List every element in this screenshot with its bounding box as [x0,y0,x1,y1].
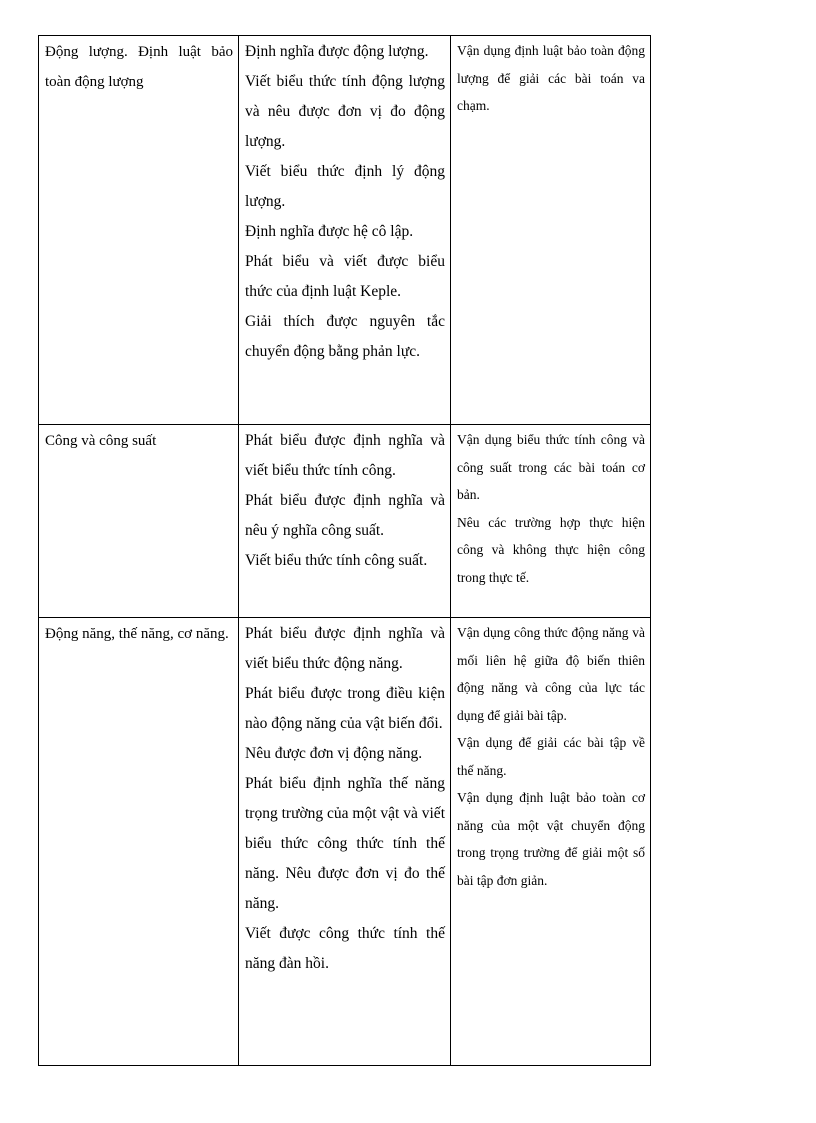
requirement-item: Viết biểu thức tính công suất. [245,552,428,569]
application-item: Vận dụng biểu thức tính công và công suất trong các bài toán cơ bản. [457,432,645,502]
requirements-cell [239,618,451,1066]
applications-cell [451,618,651,1066]
application-item: Vận dụng công thức động năng và mối liên hệ giữa độ biến thiên động năng và công của lực tác dụng để giải bài tập. [457,625,645,723]
topic-text: Công và công suất [45,433,157,449]
applications-cell [451,36,651,425]
requirement-item: Viết biểu thức định lý động lượng. [245,163,445,210]
application-item: Vận dụng để giải các bài tập về thế năng. [457,735,645,778]
application-item: Nêu các trường hợp thực hiện công và không thực hiện công trong thực tế. [457,514,645,585]
table-row [39,36,651,425]
topic-cell [39,618,239,1066]
table-row [39,425,651,618]
requirement-item: Viết được công thức tính thế năng đàn hồi. [245,925,445,972]
application-item: Vận dụng định luật bảo toàn động lượng để giải các bài toán va chạm. [457,43,645,113]
applications-cell [451,425,651,618]
curriculum-table [38,35,651,1066]
requirement-item: Định nghĩa được động lượng. [245,43,429,60]
requirement-item: Phát biểu được trong điều kiện nào động năng của vật biến đổi. [245,685,445,732]
requirement-item: Phát biểu định nghĩa thế năng trọng trường của một vật và viết biểu thức công thức tính thế năng. Nêu được đơn vị đo thế năng. [245,775,445,912]
application-item: Vận dụng định luật bảo toàn cơ năng của một vật chuyển động trong trọng trường để giải một số bài tập đơn giản. [457,790,645,888]
requirement-item: Định nghĩa được hệ cô lập. [245,223,414,240]
topic-cell [39,425,239,618]
requirement-item: Phát biểu và viết được biểu thức của định luật Keple. [245,253,445,300]
topic-cell [39,36,239,425]
topic-text: Động lượng. Định luật bảo toàn động lượng [45,44,233,90]
requirement-item: Phát biểu được định nghĩa và nêu ý nghĩa công suất. [245,492,445,539]
requirements-cell [239,36,451,425]
requirement-item: Giải thích được nguyên tắc chuyển động bằng phản lực. [245,313,445,360]
requirement-item: Phát biểu được định nghĩa và viết biểu thức tính công. [245,432,445,479]
table-row [39,618,651,1066]
requirement-item: Viết biểu thức tính động lượng và nêu được đơn vị đo động lượng. [245,73,445,150]
requirement-item: Nêu được đơn vị động năng. [245,745,423,762]
topic-text: Động năng, thế năng, cơ năng. [45,626,229,642]
requirements-cell [239,425,451,618]
requirement-item: Phát biểu được định nghĩa và viết biểu thức động năng. [245,625,445,672]
